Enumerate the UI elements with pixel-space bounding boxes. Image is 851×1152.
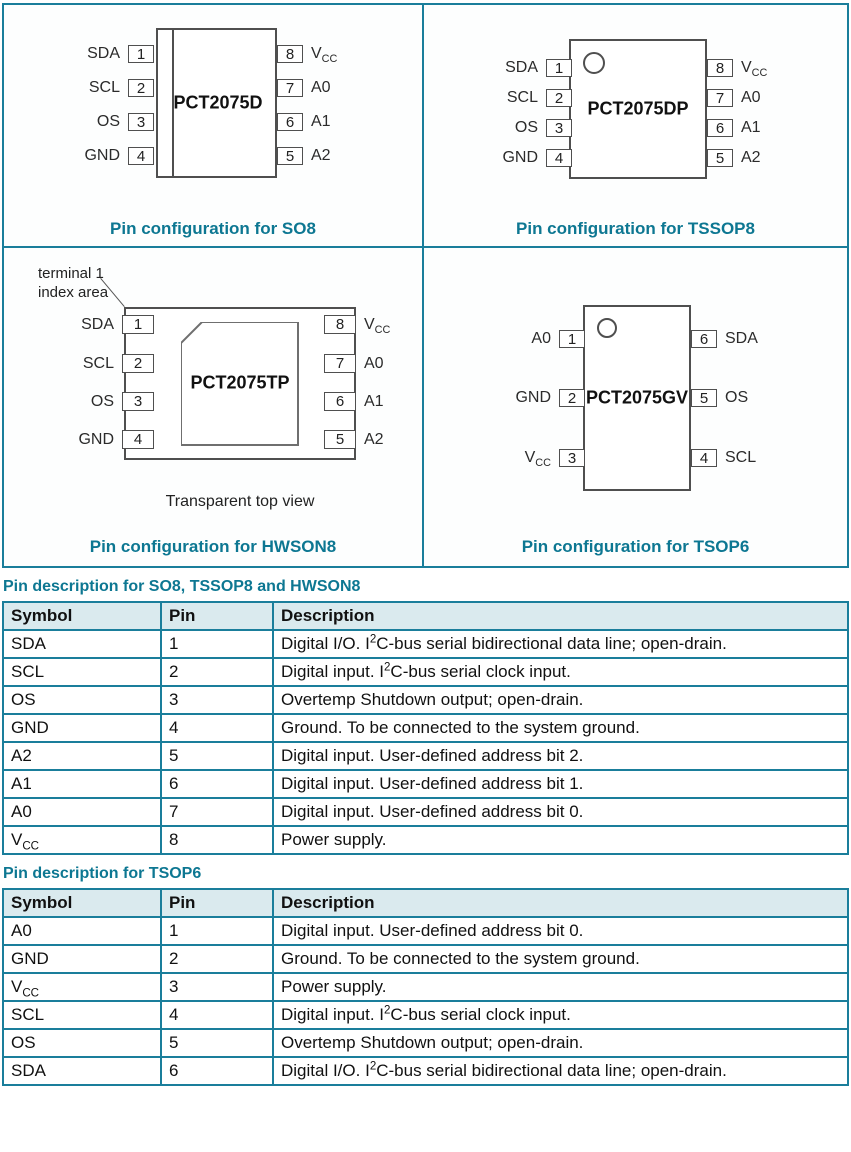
pin-number-box: 6 xyxy=(324,392,356,411)
pin xyxy=(81,315,154,334)
table-row xyxy=(3,826,848,854)
pin-number-box: 4 xyxy=(691,449,717,467)
pin-number-box: 2 xyxy=(128,79,154,97)
pin xyxy=(707,89,761,107)
pin xyxy=(507,89,572,107)
table-row xyxy=(3,630,848,658)
pin-label: $V_{CC}$ xyxy=(524,449,551,470)
description-cell: Power supply. xyxy=(273,826,848,854)
pin-number-box: 5 xyxy=(707,149,733,167)
symbol-cell: A2 xyxy=(3,742,161,770)
pin-diagram-hwson8 xyxy=(4,248,424,566)
table-row xyxy=(3,798,848,826)
pin xyxy=(97,113,154,131)
table-row xyxy=(3,1057,848,1085)
diagram-caption: Pin configuration for TSSOP8 xyxy=(516,219,755,238)
symbol-cell: SDA xyxy=(3,630,161,658)
pin xyxy=(707,59,768,80)
section-heading-pin-description-so8: Pin description for SO8, TSSOP8 and HWSON8 xyxy=(3,578,361,595)
pin xyxy=(78,430,154,449)
pin-cell: 6 xyxy=(161,770,273,798)
pin-number-box: 4 xyxy=(122,430,154,449)
pin xyxy=(277,79,331,97)
pin xyxy=(277,147,331,165)
pin xyxy=(324,354,384,373)
diagram-caption: Pin configuration for HWSON8 xyxy=(89,537,337,556)
pin-cell: 5 xyxy=(161,1029,273,1057)
pin-number-box: 8 xyxy=(324,315,356,334)
pin xyxy=(324,392,384,411)
pin xyxy=(277,45,338,66)
pin-label: A2 xyxy=(311,147,331,164)
pin-cell: 3 xyxy=(161,686,273,714)
pin-configuration-grid xyxy=(2,3,849,568)
pin-label: OS xyxy=(90,392,114,410)
pin-number-box: 3 xyxy=(122,392,154,411)
pin-label: $V_{CC}$ xyxy=(311,45,338,66)
pin-label: A1 xyxy=(741,119,761,136)
pin-label: $V_{CC}$ xyxy=(741,59,768,80)
pin-label: GND xyxy=(515,389,551,406)
description-cell: Ground. To be connected to the system ground. xyxy=(273,945,848,973)
pin-label: SDA xyxy=(725,330,758,347)
chip-name: PCT2075DP xyxy=(587,98,689,119)
annotation-line1: terminal 1 xyxy=(38,265,104,282)
pin xyxy=(324,430,384,449)
pin xyxy=(91,392,154,411)
column-header-pin: Pin xyxy=(161,602,273,630)
pin-number-box: 5 xyxy=(691,389,717,407)
table-row xyxy=(3,1029,848,1057)
pin-label: SCL xyxy=(88,79,120,96)
table-row xyxy=(3,770,848,798)
pin-number-box: 1 xyxy=(546,59,572,77)
column-header-symbol: Symbol xyxy=(3,602,161,630)
pin-number-box: 8 xyxy=(707,59,733,77)
pin-label: A0 xyxy=(741,89,761,106)
pin-number-box: 3 xyxy=(546,119,572,137)
pin xyxy=(691,389,748,407)
description-cell: Digital input. User-defined address bit 1. xyxy=(273,770,848,798)
description-cell: Overtemp Shutdown output; open-drain. xyxy=(273,686,848,714)
symbol-cell: GND xyxy=(3,714,161,742)
pin-number-box: 1 xyxy=(128,45,154,63)
pin xyxy=(505,59,572,77)
pin1-marker-circle xyxy=(597,318,617,338)
pin-label: GND xyxy=(84,147,120,164)
pin-label: SCL xyxy=(725,449,757,466)
description-cell: Digital input. User-defined address bit 0. xyxy=(273,798,848,826)
pin-label: $V_{CC}$ xyxy=(364,315,391,336)
table-row xyxy=(3,714,848,742)
terminal1-index-annotation xyxy=(38,264,108,302)
column-header-description: Description xyxy=(273,602,848,630)
pin-cell: 7 xyxy=(161,798,273,826)
pin-label: A0 xyxy=(311,79,331,96)
symbol-cell: SDA xyxy=(3,1057,161,1085)
chip-name: PCT2075TP xyxy=(190,372,290,393)
pin-label: SCL xyxy=(506,89,538,106)
table-row xyxy=(3,686,848,714)
pin-number-box: 1 xyxy=(122,315,154,334)
pin-cell: 2 xyxy=(161,945,273,973)
pin xyxy=(531,330,585,348)
pin xyxy=(707,119,761,137)
pin-number-box: 8 xyxy=(277,45,303,63)
symbol-cell: SCL xyxy=(3,658,161,686)
description-cell: Digital input. $I^2C$-bus serial clock input. xyxy=(273,1001,848,1029)
pin xyxy=(89,79,154,97)
annotation-line2: index area xyxy=(38,284,109,301)
table-header-row xyxy=(3,602,848,630)
diagram-caption: Pin configuration for SO8 xyxy=(110,219,316,238)
pin-number-box: 2 xyxy=(559,389,585,407)
pin xyxy=(324,315,390,334)
pin xyxy=(87,45,154,63)
column-header-pin: Pin xyxy=(161,889,273,917)
description-cell: Power supply. xyxy=(273,973,848,1001)
symbol-cell: $V_{CC}$ xyxy=(3,973,161,1001)
pin xyxy=(691,449,756,467)
pin-number-box: 6 xyxy=(277,113,303,131)
pin xyxy=(83,354,154,373)
symbol-cell: OS xyxy=(3,1029,161,1057)
chip-name: PCT2075D xyxy=(173,92,263,113)
chip-name: PCT2075GV xyxy=(585,387,689,408)
pin xyxy=(707,149,761,167)
description-cell: Ground. To be connected to the system ground. xyxy=(273,714,848,742)
pin-label: GND xyxy=(78,430,114,448)
pin-diagram-tsop6 xyxy=(424,248,847,566)
pin-label: SDA xyxy=(87,45,120,62)
pin-cell: 3 xyxy=(161,973,273,1001)
pin-label: OS xyxy=(96,113,120,130)
pin-label: A1 xyxy=(311,113,331,130)
pin-number-box: 7 xyxy=(277,79,303,97)
pin-number-box: 6 xyxy=(707,119,733,137)
pin-label: OS xyxy=(725,389,749,406)
pin-number-box: 6 xyxy=(691,330,717,348)
symbol-cell: GND xyxy=(3,945,161,973)
symbol-cell: A1 xyxy=(3,770,161,798)
pin-number-box: 3 xyxy=(559,449,585,467)
pin xyxy=(502,149,572,167)
symbol-cell: SCL xyxy=(3,1001,161,1029)
section-heading-pin-description-tsop6: Pin description for TSOP6 xyxy=(3,865,202,882)
column-header-symbol: Symbol xyxy=(3,889,161,917)
pin xyxy=(691,330,758,348)
pin-description-table-tsop6 xyxy=(2,888,849,1086)
description-cell: Overtemp Shutdown output; open-drain. xyxy=(273,1029,848,1057)
pin xyxy=(277,113,331,131)
description-cell: Digital I/O. $I^2C$-bus serial bidirectional data line; open-drain. xyxy=(273,1057,848,1085)
pin xyxy=(515,389,585,407)
pin-number-box: 3 xyxy=(128,113,154,131)
pin xyxy=(515,119,572,137)
description-cell: Digital input. User-defined address bit 2. xyxy=(273,742,848,770)
pin-label: A2 xyxy=(364,430,384,448)
pin xyxy=(524,449,585,470)
symbol-cell: OS xyxy=(3,686,161,714)
pin-label: GND xyxy=(502,149,538,166)
pin xyxy=(84,147,154,165)
pin-label: A0 xyxy=(364,354,384,372)
pin-number-box: 5 xyxy=(277,147,303,165)
pin-label: SDA xyxy=(505,59,538,76)
symbol-cell: A0 xyxy=(3,798,161,826)
pin-cell: 8 xyxy=(161,826,273,854)
pin-number-box: 5 xyxy=(324,430,356,449)
pin-number-box: 1 xyxy=(559,330,585,348)
pin-number-box: 2 xyxy=(546,89,572,107)
pin-label: A1 xyxy=(364,392,384,410)
pin-number-box: 2 xyxy=(122,354,154,373)
pin-label: A2 xyxy=(741,149,761,166)
description-cell: Digital I/O. $I^2C$-bus serial bidirectional data line; open-drain. xyxy=(273,630,848,658)
pin-cell: 2 xyxy=(161,658,273,686)
description-cell: Digital input. $I^2C$-bus serial clock input. xyxy=(273,658,848,686)
pin-label: SCL xyxy=(82,354,114,372)
symbol-cell: A0 xyxy=(3,917,161,945)
table-row xyxy=(3,658,848,686)
pin-cell: 1 xyxy=(161,630,273,658)
pin-description-table-so8-tssop8-hwson8 xyxy=(2,601,849,855)
description-cell: Digital input. User-defined address bit 0. xyxy=(273,917,848,945)
transparent-top-view-note: Transparent top view xyxy=(165,493,315,510)
pin1-marker-circle xyxy=(583,52,605,74)
pin-label: SDA xyxy=(81,315,114,333)
pin-number-box: 4 xyxy=(128,147,154,165)
pin-number-box: 4 xyxy=(546,149,572,167)
pin-cell: 5 xyxy=(161,742,273,770)
pin-number-box: 7 xyxy=(324,354,356,373)
pin-label: OS xyxy=(514,119,538,136)
pin-cell: 4 xyxy=(161,1001,273,1029)
pin-cell: 1 xyxy=(161,917,273,945)
symbol-cell: $V_{CC}$ xyxy=(3,826,161,854)
pin-diagram-so8 xyxy=(4,5,424,248)
pin-label: A0 xyxy=(531,330,551,347)
pin-number-box: 7 xyxy=(707,89,733,107)
column-header-description: Description xyxy=(273,889,848,917)
table-row xyxy=(3,945,848,973)
table-row xyxy=(3,917,848,945)
pin-cell: 6 xyxy=(161,1057,273,1085)
pin-cell: 4 xyxy=(161,714,273,742)
table-header-row xyxy=(3,889,848,917)
pin-diagram-tssop8 xyxy=(424,5,847,248)
table-row xyxy=(3,742,848,770)
diagram-caption: Pin configuration for TSOP6 xyxy=(521,537,750,556)
table-row xyxy=(3,1001,848,1029)
table-row xyxy=(3,973,848,1001)
